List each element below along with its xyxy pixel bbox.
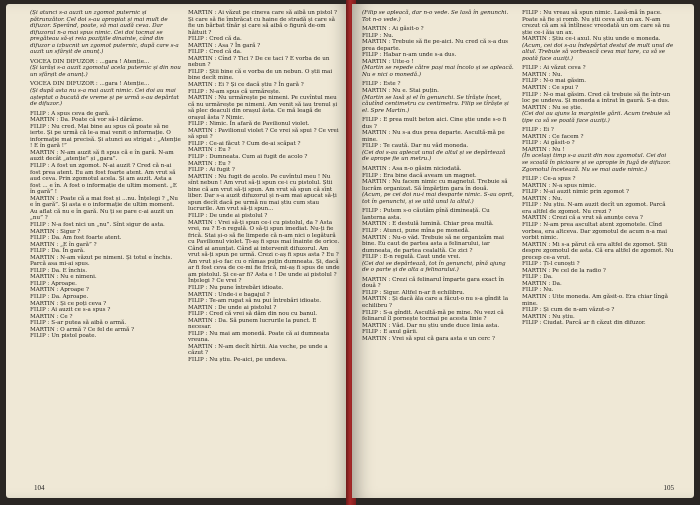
dialogue-line: MARTIN : Văd. Dar nu știu unde duce linia asta. (362, 322, 500, 329)
dialogue-line: MARTIN : Nu urmărește pe nimeni. Pe cuvîntul meu că nu urmărește pe nimeni. Am venit să iau trenul și să plec deaculi din orașul ăsta. Ce mă leagă de orașul ăsta ? Nimic. (188, 95, 338, 121)
dialogue-line: MARTIN : Și ce poți ceva ? (30, 300, 107, 307)
stage-direction: (Cei doi au ajuns la marginile gării. Acum trebuie să țipe ca să se poată face auziți.) (522, 111, 671, 124)
left-page (6, 4, 351, 498)
stage-direction: (Filip se apleacă, dar n-o vede. Se lasă în genunchi. Tot n-o vede.) (362, 10, 509, 23)
dialogue-line: MARTIN : Știu ce-i axul. Nu știu unde e moneda. (522, 36, 661, 43)
dialogue-line: FILIP : Ciudat. Parcă ar fi căzut din difuzor. (522, 320, 646, 327)
dialogue-line: MARTIN : Da. (522, 280, 562, 287)
dialogue-line: FILIP : Te-am rugat să nu pui întrebări idioate. (188, 298, 322, 305)
dialogue-line: FILIP : Dumneata. Cum ai fugit de acolo ? (188, 154, 308, 161)
stage-direction: (Martin se lasă și el în genunchi. Se tîrăște încet, căutînd centimetru cu centimetru. Filip se tîrăște și el. Spre Martin.) (362, 94, 509, 114)
dialogue-line: MARTIN : Vrei să-ți spun ce-i cu pistolul, da ? Asta vrei, nu ? E-n regulă. O să-ți spun imediat. Nu-ți fie frică. Stai și-o să fie limpede că n-am nici o legătură cu Pavilionul violet. Ți-aș fi spus mai înainte de orice. Când ai anunțat. Când ai intervenit difuzorul. Am vrut să-ți spun pe urmă. Crezi c-aș fi spus asta ? Eu ? Am vrut și-o fac cu o rămas puțin dumneata. Și, dacă ar fi fost ceva de ce-mi fie frică, mi-aș fi spus de unde am pistolul. Și ce-ar fi? Asta e ! De unde ai pistolul ? Înțelegi ? Ce vrei ? (188, 219, 340, 285)
dialogue-line: MARTIN : Nu s-a dus prea departe. Ascultă-mă pe mine. (362, 130, 505, 143)
dialogue-line: FILIP : Ai văzut ceva ? (522, 65, 586, 72)
dialogue-line: MARTIN : N-am auzit să fi spus că e în gară. N-am auzit decât „atenție” și „gara”. (30, 149, 174, 163)
dialogue-line: MARTIN : Nu fugit de acolo. Pe cuvîntul meu ! Nu sînt nebun ! Am vrut să-ți spun ce-i cu pistolul. Știi bine că am vrut să-ți spun. Am vrut să spun că sînt liber. Dar s-a auzit difuzorul și n-am mai apucat să-ți spun decît dacă pe urmă nu mai știu cum stau lucrurile. Am vrut să-ți spun... (188, 173, 337, 213)
dialogue-line: VOCEA DIN DIFUZOR : ...gara ! Atenție... (30, 81, 150, 88)
dialogue-line: MARTIN : N-am decît hîrtii. Aia veche, pe unde a căzut ? (188, 343, 328, 357)
dialogue-line: FILIP : Nu știu. N-am auzit decît un zgomot. Parcă era altfel de zgomot. Nu crezi ? (522, 202, 666, 215)
right-page (352, 4, 694, 498)
dialogue-line: FILIP : Nu vreau să spun nimic. Lasă-mă în pace. Poate să fie și romb. Nu știi ceva alt un ax. N-am crezut că am să întîlnesc vreodată un om care să nu știe ce-i ăia un ax. (522, 10, 670, 36)
dialogue-line: FILIP : E-n regulă. Caut unde vrei. (362, 254, 461, 261)
dialogue-line: FILIP : Aproape. (30, 280, 77, 287)
dialogue-line: MARTIN : Nu ! (522, 146, 565, 153)
dialogue-line: MARTIN : Pavilionul violet ? Ce vrei să spui ? Ce vrei să spui ? (188, 127, 339, 141)
dialogue-line: MARTIN : Asa n-o găsim niciodată. (362, 166, 462, 173)
dialogue-line: FILIP : Nu. (362, 32, 394, 39)
left-page-column-2 (188, 10, 340, 364)
dialogue-line: MARTIN : De unde ai pistolul ? (188, 304, 277, 311)
dialogue-line: MARTIN : Ei ? Și ce dacă știu ? În gară ? (188, 82, 304, 89)
right-page-column-1 (362, 10, 514, 342)
dialogue-line: FILIP : Putem s-o căutăm pînă dimineață. Cu lanterna asta. (362, 208, 490, 221)
dialogue-line: MARTIN : Nu-o văd. Trebuie să ne organizăm mai bine. Eu caut de partea asta a felinarului, iar dumneata, de partea cealaltă. Ce zici ? (362, 234, 504, 254)
dialogue-line: MARTIN : Nu. (522, 71, 563, 78)
dialogue-line: MARTIN : Eu ? (188, 160, 231, 167)
dialogue-line: MARTIN : Aproape ? (30, 287, 89, 294)
dialogue-line: FILIP : N-am spus că urmărește. (188, 88, 281, 95)
dialogue-line: MARTIN : Poate că a mai fost și ...nu. Înțelegi ? „Nu e în gară”. Și asta e o informație de ultim moment. Au aflat că nu e în gară. Nu ți se pare c-ai auzit un „nu” ? (30, 195, 178, 222)
dialogue-line: FILIP : Ei ? (522, 127, 554, 134)
dialogue-line: MARTIN : Ai găsit-o ? (362, 26, 424, 33)
dialogue-line: FILIP : E prea mult beton aici. Cine știe unde s-o fi dus ? (362, 117, 507, 130)
dialogue-line: FILIP : Cred că da. (188, 36, 242, 43)
dialogue-line: FILIP : Ce-ai făcut ? Cum de-ai scăpat ? (188, 140, 301, 147)
dialogue-line: MARTIN : Trebuie să fie pe-aici. Nu cred că s-a dus prea departe. (362, 39, 509, 52)
stage-direction: (Acum, pe cei doi nu-i mai desparte nimic. S-au oprit, tot în genunchi, și se uită unul la altul.) (362, 192, 514, 205)
dialogue-line: MARTIN : Sigur ? (30, 228, 81, 235)
dialogue-line: FILIP : Nu cred. Mai bine au spus că poate să ne ierte. Și pe urmă că le-a mai venit o informație. O informație mai precisă. Și atunci au strigat : „Atenție ! E în gară !” (30, 123, 181, 150)
dialogue-line: MARTIN : Crezi că a vrut să anunțe ceva ? (522, 215, 643, 222)
dialogue-line: FILIP : Ai auzit ce s-a spus ? (30, 307, 111, 314)
dialogue-line: FILIP : Și cum de n-am văzut-o ? (522, 307, 615, 314)
dialogue-line: FILIP : Era bine dacă aveam un magnet. (362, 172, 477, 179)
dialogue-line: FILIP : De unde ai pistolul ? (188, 212, 268, 219)
dialogue-line: FILIP : N-am prea ascultat atent zgomotele. Cînd vorbea, era altceva. Dar zgomotul de acum n-a mai vorbit nimic. (522, 221, 668, 242)
dialogue-line: FILIP : Te caută. Dar nu văd moneda. (362, 143, 469, 150)
dialogue-line: FILIP : Da. (522, 274, 553, 281)
dialogue-line: FILIP : E axul gării. (362, 329, 418, 336)
dialogue-line: MARTIN : Ce facem ? (522, 133, 584, 140)
dialogue-line: FILIP : A fost un zgomot. N-ai auzit ? Cred că n-ai fost prea atent. Eu am fost foarte atent. Am vrut să aud ceva. Prin zgomotul acela. Și am auzit. Asta a fost ... e în. A fost o informație de ultim moment. „E în gară” ! (30, 163, 177, 196)
dialogue-line: FILIP : Ți-l cunoști ? (522, 261, 580, 268)
dialogue-line: MARTIN : Asa ? În gară ? (188, 42, 261, 49)
dialogue-line: FILIP : Nu pune întrebări idioate. (188, 284, 284, 291)
dialogue-line: FILIP : S-ar putea să aibă o armă. (30, 320, 127, 327)
stage-direction: (Și după asta nu s-a mai auzit nimic. Cei doi au mai așteptat o bucată de vreme și pe urmă s-au depărtat de difuzor.) (30, 88, 179, 108)
dialogue-line: FILIP : Ai găsit-o ? (522, 140, 575, 147)
dialogue-line: MARTIN : E destulă lumină. Chiar prea multă. (362, 221, 494, 228)
stage-direction: (Acum, cei doi s-au îndepărtat destul de mult unul de altul. Trebuie să vorbească ceva mai tare, ca să se poată face auziți.) (522, 42, 674, 62)
left-page-column-1 (30, 10, 182, 340)
dialogue-line: MARTIN : N-a spus nimic. (522, 182, 597, 189)
dialogue-line: MARTIN : Ai văzut pe cineva care să aibă un pistol ? Și care să fie îmbrăcat cu haine de stradă și care să fie un bărbat tînăr și care să aibă o figură de-om hăituit ? (188, 10, 338, 36)
dialogue-line: FILIP : Habar n-am unde s-a dus. (362, 52, 457, 59)
stage-direction: (Cei doi se depărtează, tot în genunchi, pînă ajung de o parte și de alta a felinarului.) (362, 260, 506, 274)
dialogue-line: FILIP : Atunci, pune mîna pe monedă. (362, 227, 470, 234)
dialogue-line: MARTIN : Pe cel de la radio ? (522, 267, 606, 274)
dialogue-line: MARTIN : „E în gară” ? (30, 241, 97, 248)
dialogue-line: FILIP : N-a fost nici un „nu”. Sînt sigur de asta. (30, 221, 165, 228)
dialogue-line: FILIP : Cred că vrei să dăm din nou cu banul. (188, 311, 318, 318)
dialogue-line: FILIP : Da. În gară. (30, 248, 85, 255)
dialogue-line: MARTIN : Nu. (522, 195, 563, 202)
dialogue-line: MARTIN : Unde-i e bagajul ? (188, 291, 270, 298)
dialogue-line: MARTIN : Vrei să spui că gara asta e un cerc ? (362, 335, 495, 342)
dialogue-line: MARTIN : Ce ? (30, 313, 73, 320)
dialogue-line: MARTIN : Uite-o ! (362, 58, 414, 65)
dialogue-line: MARTIN : Cînd ? Tici ? De ce taci ? E vorba de un nebun ? (188, 55, 330, 69)
dialogue-line: MARTIN : Nu e nimeni. (30, 274, 97, 281)
dialogue-line: FILIP : N-ai auzit nimic prin zgomot ? (522, 189, 630, 196)
dialogue-line: MARTIN : Și dacă ăla care a făcut-o nu s-a gîndit la echilibru ? (362, 296, 509, 309)
stage-direction: (Martin se repede către pași mai încolo și se apleacă. Nu e nici o monedă.) (362, 65, 514, 78)
dialogue-line: FILIP : Ce-a spus ? (522, 176, 576, 183)
dialogue-line: FILIP : Nu. (522, 287, 554, 294)
dialogue-line: FILIP : Nu mai am monedă. Poate că ai dumneata vreuna. (188, 330, 330, 344)
dialogue-line: MARTIN : Crezi că felinarul împarte gara exact în două ? (362, 276, 504, 290)
stage-direction: (În același timp s-a auzit din nou zgomotul. Cei doi se scoală în picioare și se apropie în fugă de difuzor. Zgomotul încetează. Nu se mai aude nimic.) (522, 153, 671, 173)
dialogue-line: MARTIN : Uite moneda. Am găsit-o. Era chiar lîngă mine. (522, 293, 668, 307)
dialogue-line: MARTIN : Eu ? (188, 147, 231, 154)
dialogue-line: MARTIN : N-am văzut pe nimeni. Și totul e închis. Parcă asa mi-ai spus. (30, 254, 173, 268)
dialogue-line: FILIP : N-o mai găsim. (522, 78, 587, 85)
dialogue-line: FILIP : N-o mai găsim. Cred că trebuie să fie într-un loc pe undeva. Și moneda a intrat în gaură. S-a dus. (522, 91, 671, 105)
dialogue-line: FILIP : Un pistol poate. (30, 333, 97, 340)
dialogue-line: FILIP : S-a gîndit. Ascultă-mă pe mine. Nu vezi că felinarul îl pornește tocmai pe acesta linie ? (362, 309, 504, 323)
dialogue-line: FILIP : Nimic. În afară de Pavilionul violet. (188, 121, 310, 128)
dialogue-line: VOCEA DIN DIFUZOR : ...gara ! Atenție... (30, 58, 150, 65)
page-number-left: 104 (34, 484, 45, 492)
dialogue-line: MARTIN : Nu știu. (522, 313, 575, 320)
dialogue-line: MARTIN : Nu se știe. (522, 104, 583, 111)
dialogue-line: MARTIN : Nu e. Stai puțin. (362, 88, 439, 95)
stage-direction: (Cei doi s-au aplecat unul de altul și se depărtează de aprope fie un metru.) (362, 149, 506, 163)
dialogue-line: FILIP : Cred că da. (188, 49, 242, 56)
dialogue-line: MARTIN : O armă ? Ce fel de armă ? (30, 326, 135, 333)
dialogue-line: FILIP : Este ? (362, 81, 401, 88)
stage-direction: (Și atunci s-a auzit un zgomot puternic și pătrunzător. Cel doi s-au apropiat și mai mult de difuzor. Sperând, poate, să mai audă ceva. Dar difuzorul n-a mai spus nimic. Cei doi tocmai se pregăteau să-și reia pozițiile dinainte, când din difuzor a izbucnit un zgomot puternic, după care s-a auzit un sfârșit de anunț.) (30, 10, 179, 56)
stage-direction: (Și iarăși s-a auzit zgomotul acela puternic și din nou un sfârșit de anunț.) (30, 65, 181, 78)
right-page-column-2 (522, 10, 674, 327)
page-number-right: 105 (663, 484, 674, 492)
dialogue-line: MARTIN : Ce spui ? (522, 85, 579, 92)
dialogue-line: MARTIN : Nu facem nimic cu magnetul. Trebuie să lucrăm organizat. Să împărțim gara în două. (362, 179, 508, 192)
dialogue-line: FILIP : A spus ceva de gară. (30, 110, 110, 117)
dialogue-line: MARTIN : Mi s-a părut că era altfel de zgomot. Știi despre zgomotul de asta. Că era altfel de zgomot. Nu precep ce-a vrut. (522, 241, 674, 261)
dialogue-line: FILIP : Ai fugit ? (188, 167, 235, 174)
dialogue-line: MARTIN : Da. Să punem lucrurile la punct. E necesar. (188, 317, 317, 331)
dialogue-line: FILIP : Da. Am fost foarte atent. (30, 235, 122, 242)
dialogue-line: FILIP : Da. E închis. (30, 267, 88, 274)
dialogue-line: FILIP : Știi bine că e vorba de un nebun. O știi mai bine decît mine. (188, 68, 333, 82)
dialogue-line: FILIP : Nu știu. Pe-aici, pe undeva. (188, 356, 287, 363)
dialogue-line: FILIP : Sigur. Altfel n-ar fi echilibru. (362, 289, 465, 296)
dialogue-line: MARTIN : Da. Poate că vor să-l dărâme. (30, 117, 144, 124)
dialogue-line: FILIP : Da. Aproape. (30, 293, 89, 300)
